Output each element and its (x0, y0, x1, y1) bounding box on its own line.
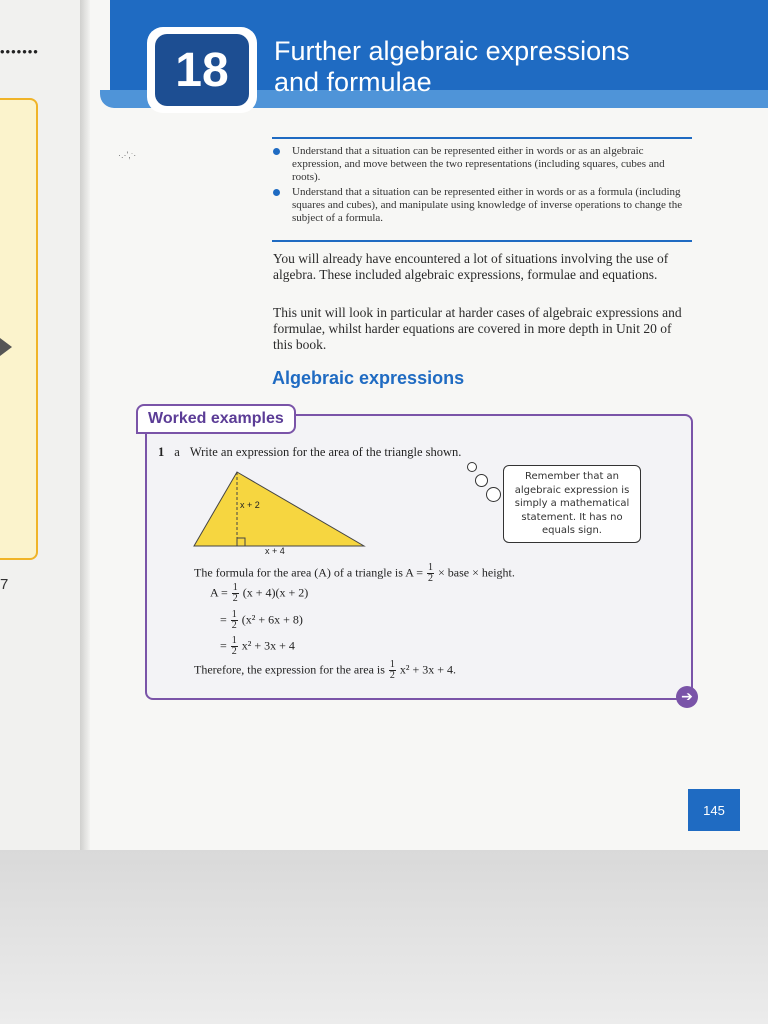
question-text: Write an expression for the area of the triangle shown. (189, 445, 462, 459)
objective-item: Understand that a situation can be represented either in words or as a formula (including squares and cubes), and manipulate using knowledge of inverse operations to change the subject of a formula. (272, 186, 692, 225)
book-spine (80, 0, 90, 850)
bullet-icon (273, 189, 280, 196)
objectives-top-rule (272, 137, 692, 139)
left-page-dots: ••••••• (0, 44, 39, 59)
intro-paragraph-1: You will already have encountered a lot of situations involving the use of algebra. These included algebraic expressions, formulae and equations. (273, 251, 669, 282)
thought-dot-small (467, 462, 477, 472)
tip-bubble: Remember that an algebraic expression is simply a mathematical statement. It has no equals sign. (503, 465, 641, 543)
fraction-half: $\frac{1}{2}$ (231, 635, 237, 657)
height-label: x + 2 (240, 500, 260, 510)
thought-dot-medium (475, 474, 488, 487)
solution-step-2: = $\frac{1}{2}$ (x² + 6x + 8) (220, 609, 303, 631)
objective-item: Understand that a situation can be represented either in words or as an algebraic expression, and move between the two representations (including squares, cubes and roots). (272, 145, 692, 184)
scanner-background (0, 850, 768, 1024)
solution-conclusion: Therefore, the expression for the area is $\frac{1}{2}$ x² + 3x + 4. (194, 659, 457, 681)
continue-arrow-icon: ➔ (676, 686, 698, 708)
left-page-arrow (0, 338, 12, 356)
intro-paragraph-2: This unit will look in particular at harder cases of algebraic expressions and formulae, whilst harder equations are covered in more depth in Unit 20 of this book. (273, 305, 682, 352)
thought-dot-large (486, 487, 501, 502)
base-label: x + 4 (265, 546, 285, 556)
section-heading: Algebraic expressions (272, 368, 465, 388)
question-number: 1 (158, 445, 165, 459)
triangle-diagram (192, 470, 367, 550)
margin-note: ·.·',ˑ· (118, 150, 137, 160)
unit-title-line1: Further algebraic expressions (274, 36, 630, 66)
fraction-half: $\frac{1}{2}$ (231, 609, 237, 631)
worked-examples-tab: Worked examples (136, 404, 296, 434)
learning-objectives (272, 145, 692, 227)
unit-number-badge: 18 (155, 34, 249, 106)
solution-step-1: A = $\frac{1}{2}$ (x + 4)(x + 2) (210, 582, 309, 604)
unit-title-line2: and formulae (274, 67, 432, 97)
bullet-icon (273, 148, 280, 155)
fraction-half: $\frac{1}{2}$ (232, 582, 238, 604)
page-number: 145 (688, 789, 740, 831)
unit-title (274, 36, 744, 98)
fraction-half: $\frac{1}{2}$ (389, 659, 395, 681)
question-part: a (174, 445, 180, 459)
fraction-half: $\frac{1}{2}$ (428, 562, 434, 584)
objectives-bottom-rule (272, 240, 692, 242)
left-page-panel (0, 98, 38, 560)
left-page (0, 0, 86, 850)
question-line (158, 445, 461, 460)
triangle-shape (194, 472, 364, 546)
solution-step-3: = $\frac{1}{2}$ x² + 3x + 4 (220, 635, 295, 657)
left-page-number: 7 (0, 576, 9, 593)
solution-line-1: The formula for the area (A) of a triangle is A = $\frac{1}{2}$ × base × height. (194, 562, 515, 584)
